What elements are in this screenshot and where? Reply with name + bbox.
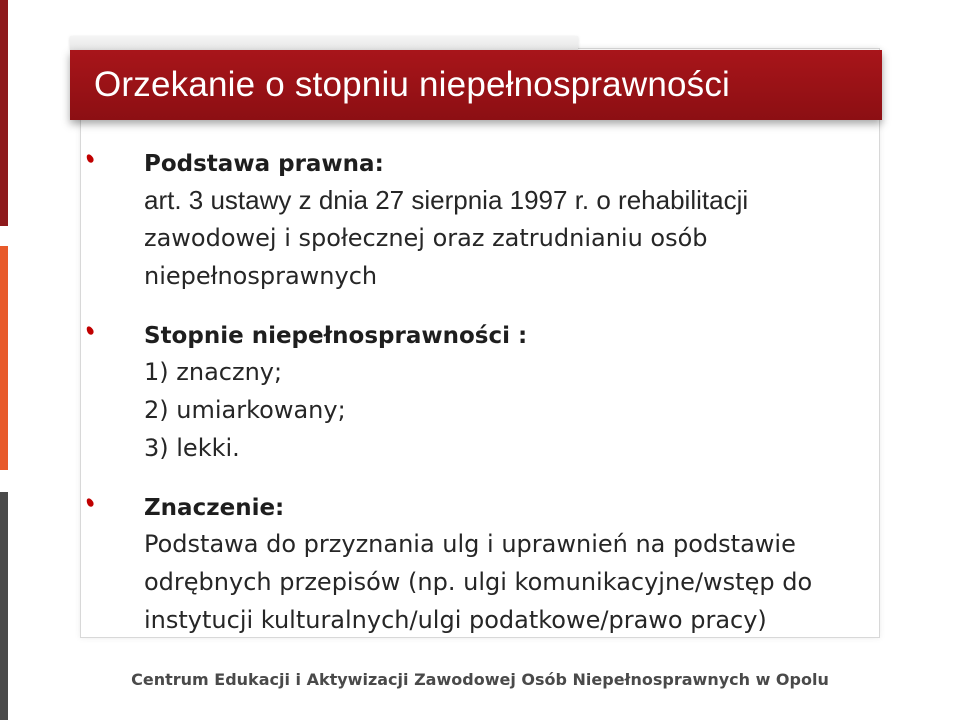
section-line: zawodowej i społecznej oraz zatrudnianiu osób (144, 224, 708, 252)
left-accent-bar-red (0, 0, 8, 226)
section-heading: Podstawa prawna: (144, 151, 384, 177)
section-line: 1) znaczny; (144, 358, 283, 386)
slide-content (144, 148, 884, 664)
title-bar (70, 50, 882, 120)
section-line: 3) lekki. (144, 434, 240, 462)
section-line: Podstawa do przyznania ulg i uprawnień na podstawie (144, 530, 796, 558)
section-legal-basis (144, 148, 884, 295)
title-shadow-strip (70, 36, 578, 50)
section-line: 2) umiarkowany; (144, 396, 346, 424)
section-line: instytucji kulturalnych/ulgi podatkowe/prawo pracy) (144, 606, 767, 634)
left-accent-bar-orange (0, 246, 8, 470)
section-line: odrębnych przepisów (np. ulgi komunikacyjne/wstęp do (144, 568, 813, 596)
section-meaning (144, 492, 884, 639)
slide-title: Orzekanie o stopniu niepełnosprawności (94, 65, 731, 104)
section-degrees (144, 320, 884, 467)
section-line: art. 3 ustawy z dnia 27 sierpnia 1997 r. o rehabilitacji (144, 185, 749, 215)
section-heading: Znaczenie: (144, 495, 285, 521)
section-line: niepełnosprawnych (144, 262, 378, 290)
section-heading: Stopnie niepełnosprawności : (144, 323, 528, 349)
footer-organization: Centrum Edukacji i Aktywizacji Zawodowej Osób Niepełnosprawnych w Opolu (131, 670, 829, 689)
